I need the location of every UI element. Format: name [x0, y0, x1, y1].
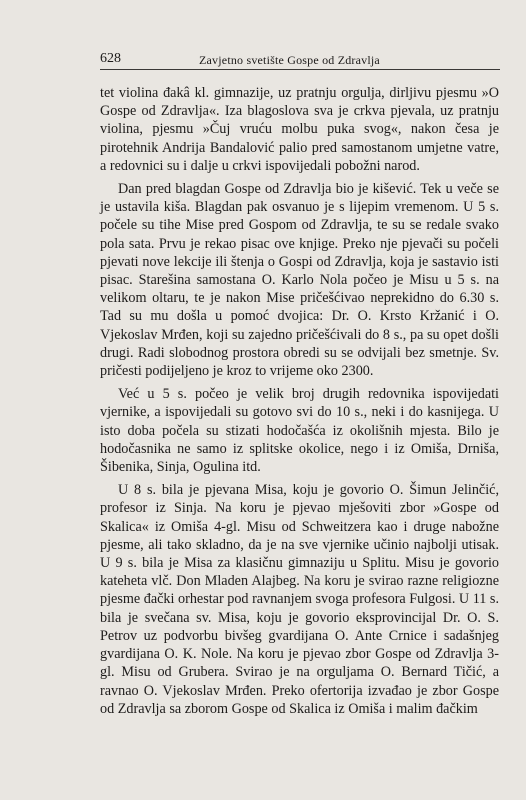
paragraph-1: tet violina đakâ kl. gimnazije, uz pratnju orgulja, dirljivu pjesmu »O Gospe od Zdravlja«. Iza blagoslova sva je crkva pjevala, uz pratnju violina, pjesmu »Čuj vruću molbu puka svog«, nakon česa je pirotehnik Andrija Bandalović palio pred samostanom umjetne vatre, a redovnici su i dalje u crkvi ispovijedali pobožni narod. — [100, 85, 499, 174]
running-title: Zavjetno svetište Gospe od Zdravlja — [199, 53, 380, 67]
page-header — [100, 51, 500, 70]
paragraph-3: Već u 5 s. počeo je velik broj drugih redovnika ispovijedati vjernike, a ispovijedali su gotovo svi do 10 s., neki i do kasnijega. U isto doba počela su stizati hodočašća iz okolišnih mjesta. Bilo je hodočasnika ne samo iz splitske okolice, nego i iz Omiša, Drniša, Šibenika, Sinja, Ogulina itd. — [100, 386, 499, 476]
page-number: 628 — [100, 51, 121, 66]
body-text — [100, 84, 499, 723]
paragraph-4: U 8 s. bila je pjevana Misa, koju je govorio O. Šimun Jelinčić, profesor iz Sinja. Na koru je pjevao mješoviti zbor »Gospe od Skalica« iz Omiša 4-gl. Misu od Schweitzera kao i druge nabožne pjesme, ali tako skladno, da je na sve vjernike učinio najbolji utisak. U 9 s. bila je Misa za klasičnu gimnaziju u Splitu. Misu je govorio kateheta vlč. Don Mladen Alajbeg. Na koru je svirao razne religiozne pjesme đački orhestar pod ravnanjem svoga profesora Fulgosi. U 11 s. bila je svečana sv. Misa, koju je govorio eksprovincijal Dr. O. S. Petrov uz podvorbu bivšeg gvardijana O. Ante Crnice i sadašnjeg gvardijana O. K. Nole. Na koru je pjevao zbor Gospe od Zdravlja 3-gl. Misu od Grubera. Svirao je na orguljama O. Bernard Tičić, a ravnao O. Vjekoslav Mrđen. Preko ofertorija izvađao je zbor Gospe od Zdravlja sa zborom Gospe od Skalica iz Omiša i malim đačkim — [100, 482, 499, 717]
paragraph-2: Dan pred blagdan Gospe od Zdravlja bio je kišević. Tek u veče se je ustavila kiša. Blagdan pak osvanuo je s lijepim vremenom. U 5 s. počele su tihe Mise pred Gospom od Zdravlja, te su se redale svako pola sata. Prvu je rekao pisac ove knjige. Preko nje pjevači su počeli pjevati nove lekcije ili štenja o Gospi od Zdravlja, koja je sastavio isti pisac. Starešina samostana O. Karlo Nola počeo je Misu u 5 s. na velikom oltaru, te je nakon Mise pričešćivao neprekidno do 6.30 s. Tad su mu došla u pomoć dvojica: Dr. O. Krsto Kržanić i O. Vjekoslav Mrđen, koji su zajedno pričešćivali do 8 s., pa su opet došli drugi. Radi slobodnog prostora obredi su se odvijali bez smetnje. Sv. pričesti podijeljeno je kroz to vrijeme oko 2300. — [100, 181, 499, 380]
